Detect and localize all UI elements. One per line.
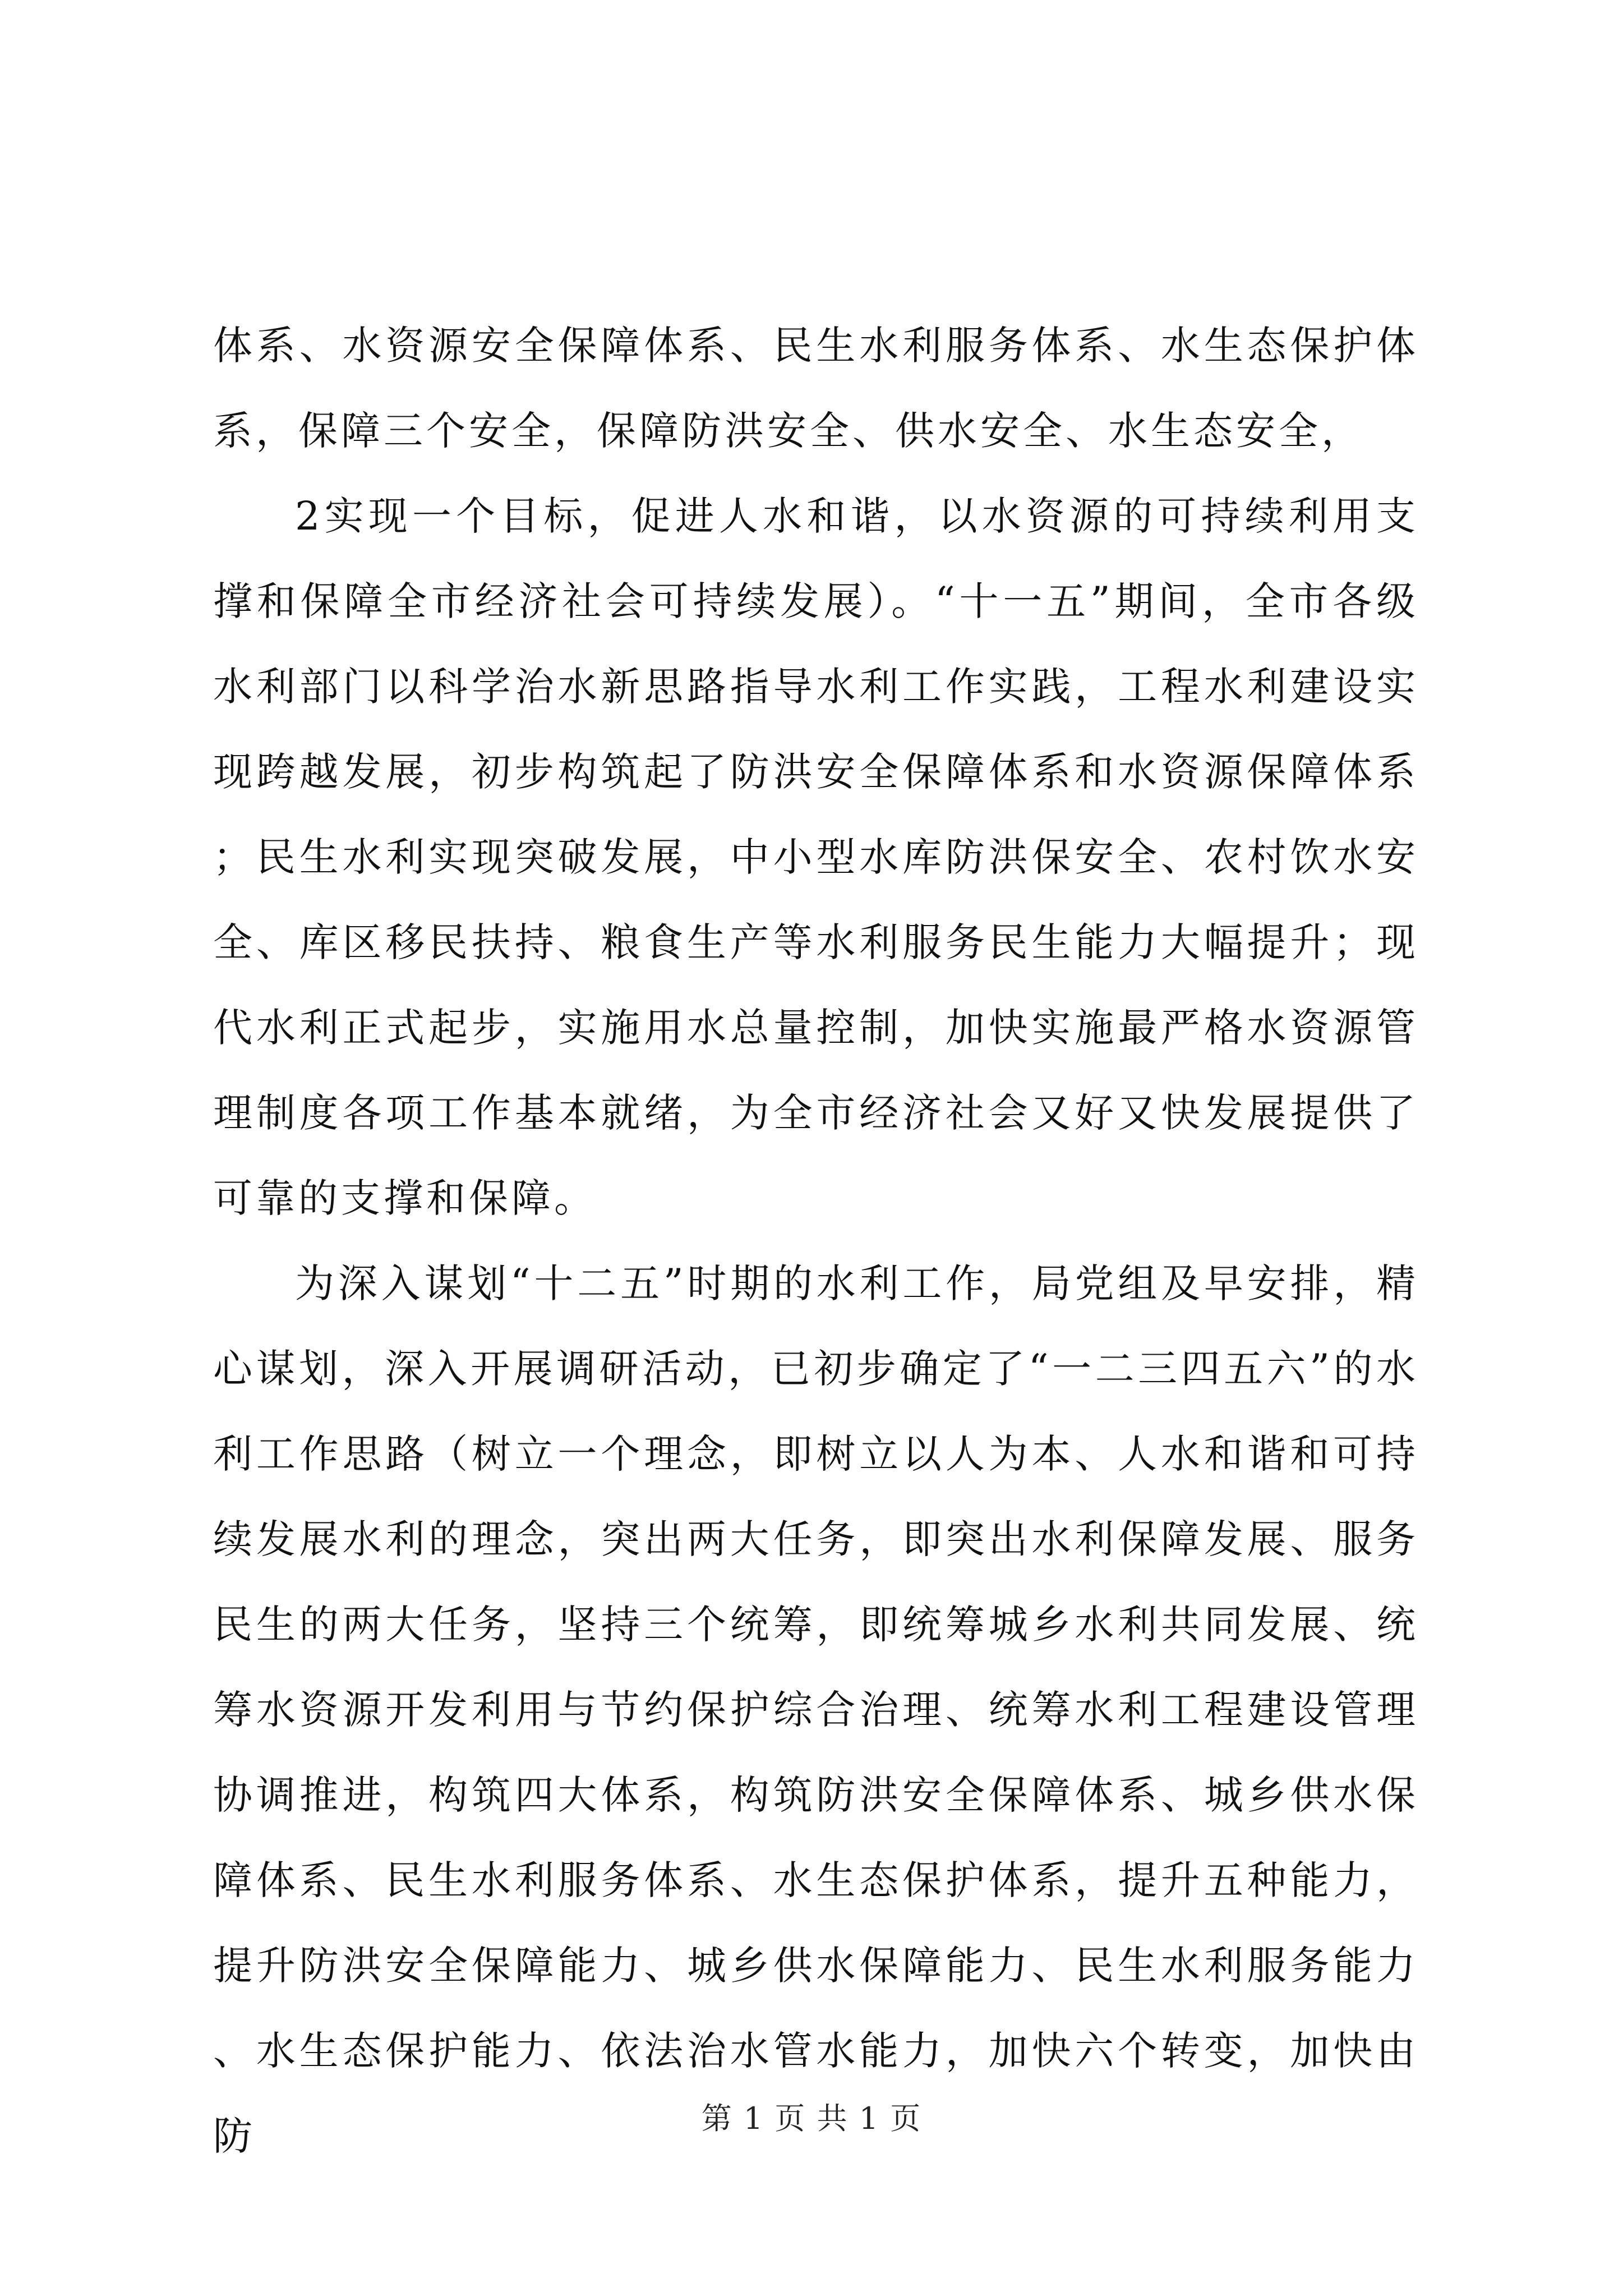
- document-body: [213, 303, 1419, 2179]
- page-footer: 第 1 页 共 1 页: [701, 2101, 922, 2136]
- paragraph-goal-summary: 2实现一个目标，促进人水和谐，以水资源的可持续利用支撑和保障全市经济社会可持续发展）。“十一五”期间，全市各级水利部门以科学治水新思路指导水利工作实践，工程水利建设实现跨越发展，初步构筑起了防洪安全保障体系和水资源保障体系；民生水利实现突破发展，中小型水库防洪保安全、农村饮水安全、库区移民扶持、粮食生产等水利服务民生能力大幅提升；现代水利正式起步，实施用水总量控制，加快实施最严格水资源管理制度各项工作基本就绪，为全市经济社会又好又快发展提供了可靠的支撑和保障。: [213, 493, 1419, 1221]
- paragraph-continued: 体系、水资源安全保障体系、民生水利服务体系、水生态保护体系，保障三个安全，保障防洪安全、供水安全、水生态安全，: [213, 323, 1419, 454]
- paragraph-work-plan: 为深入谋划“十二五”时期的水利工作，局党组及早安排，精心谋划，深入开展调研活动，已初步确定了“一二三四五六”的水利工作思路（树立一个理念，即树立以人为本、人水和谐和可持续发展水利的理念，突出两大任务，即突出水利保障发展、服务民生的两大任务，坚持三个统筹，即统筹城乡水利共同发展、统筹水资源开发利用与节约保护综合治理、统筹水利工程建设管理协调推进，构筑四大体系，构筑防洪安全保障体系、城乡供水保障体系、民生水利服务体系、水生态保护体系，提升五种能力，提升防洪安全保障能力、城乡供水保障能力、民生水利服务能力、水生态保护能力、依法治水管水能力，加快六个转变，加快由防: [213, 1260, 1419, 2159]
